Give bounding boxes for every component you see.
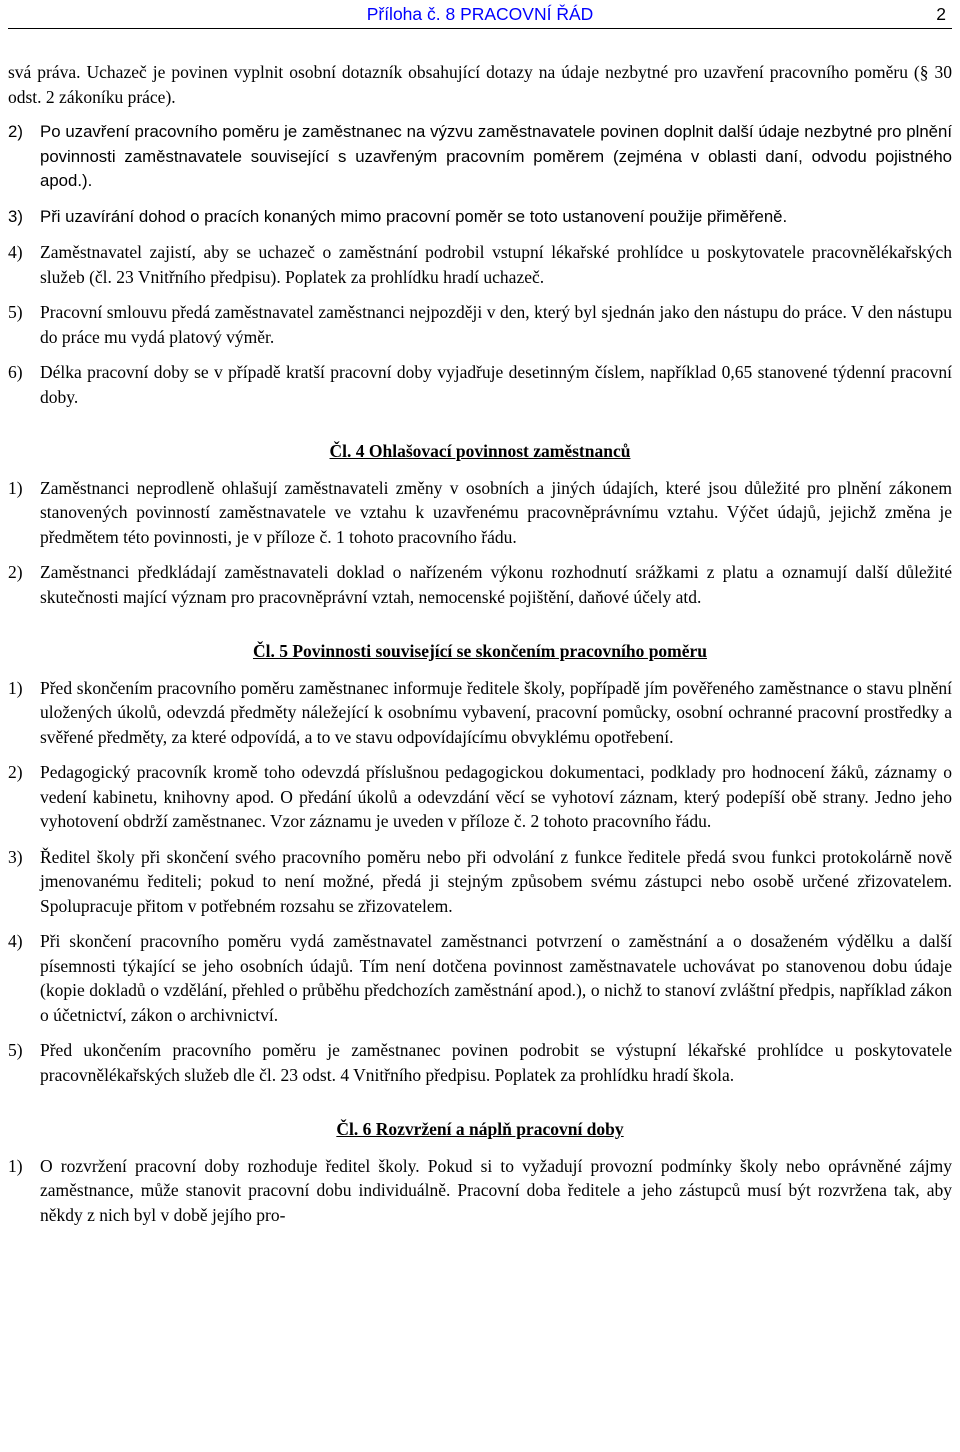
section-title: Čl. 4 Ohlašovací povinnost zaměstnanců: [329, 441, 631, 461]
list-item: [8, 760, 952, 834]
list-item: [8, 360, 952, 409]
item-number: 5): [8, 1040, 23, 1060]
item-number: 3): [8, 206, 23, 226]
section-6-list: [8, 1154, 952, 1228]
list-item: [8, 1154, 952, 1228]
item-number: 1): [8, 477, 23, 498]
item-text: Před skončením pracovního poměru zaměstnanec informuje ředitele školy, popřípadě jím pověřeného zaměstnance o stavu plnění uložených úkolů, odevzdá předměty náležející k osobnímu vybavení, pracovní pomůcky, osobní ochranné pracovní prostředky a svěřené předměty, za které odpovídá, a to ve stavu odpovídajícímu obvyklému opotřebení.: [40, 677, 952, 747]
item-number: 5): [8, 302, 23, 322]
item-number: 6): [8, 362, 23, 382]
item-number: 2): [8, 762, 23, 782]
item-text: Zaměstnavatel zajistí, aby se uchazeč o zaměstnání podrobil vstupní lékařské prohlídce u poskytovatele pracovnělékařských služeb (čl. 23 Vnitřního předpisu). Poplatek za prohlídku hradí uchazeč.: [40, 242, 952, 287]
item-text: Po uzavření pracovního poměru je zaměstnanec na výzvu zaměstnavatele povinen doplnit další údaje nezbytné pro plnění povinnosti zaměstnavatele související s uzavřeným pracovním poměrem (zejména v oblasti daní, odvodu pojistného apod.).: [40, 122, 952, 190]
item-number: 2): [8, 562, 23, 582]
header-title: Příloha č. 8 PRACOVNÍ ŘÁD: [366, 4, 594, 24]
item-number: 3): [8, 846, 23, 867]
list-item: [8, 676, 952, 750]
section-title: Čl. 6 Rozvržení a náplň pracovní doby: [336, 1119, 624, 1139]
intro-paragraph: svá práva. Uchazeč je povinen vyplnit osobní dotazník obsahující dotazy na údaje nezbytné pro uzavření pracovního poměru (§ 30 odst. 2 zákoníku práce).: [8, 62, 952, 107]
list-item: [8, 845, 952, 919]
item-text: Při skončení pracovního poměru vydá zaměstnavatel zaměstnanci potvrzení o zaměstnání a o dosaženém výdělku a další písemnosti týkající se jeho osobních údajů. Tím není dotčena povinnost zaměstnavatele uchovávat po stanovenou dobu údaje (kopie dokladů o vzdělání, přehled o průběhu předchozích zaměstnání apod.), o nichž to stanoví zvláštní předpis, například zákon o účetnictví, zákon o archivnictví.: [40, 931, 952, 1025]
item-text: Ředitel školy při skončení svého pracovního poměru nebo při odvolání z funkce ředitele předá svou funkci protokolárně nově jmenovanému řediteli; pokud to není možné, předá ji stejným způsobem svému zástupci nebo osobě určené zřizovatelem. Spolupracuje přitom v potřebném rozsahu se zřizovatelem.: [40, 846, 952, 916]
section-5-list: [8, 676, 952, 1088]
list-item: [8, 240, 952, 289]
item-number: 2): [8, 122, 23, 141]
section-title: Čl. 5 Povinnosti související se skončením pracovního poměru: [252, 641, 708, 661]
item-number: 4): [8, 242, 23, 262]
page-header: [8, 0, 952, 29]
document-body: [8, 60, 952, 1238]
item-number: 4): [8, 931, 23, 951]
item-text: Při uzavírání dohod o pracích konaných mimo pracovní poměr se toto ustanovení použije přiměřeně.: [40, 206, 788, 226]
item-text: Pedagogický pracovník kromě toho odevzdá příslušnou pedagogickou dokumentaci, podklady pro hodnocení žáků, záznamy o vedení kabinetu, knihovny apod. O předání úkolů a odevzdání věcí se vyhotoví záznam, který podepíší obě strany. Jedno jeho vyhotovení obdrží zaměstnanec. Vzor záznamu je uveden v příloze č. 2 tohoto pracovního řádu.: [40, 762, 952, 831]
item-text: Délka pracovní doby se v případě kratší pracovní doby vyjadřuje desetinným číslem, například 0,65 stanovené týdenní pracovní doby.: [40, 362, 952, 407]
item-text: Zaměstnanci neprodleně ohlašují zaměstnavateli změny v osobních a jiných údajích, které jsou důležité pro plnění zákonem stanovených povinností zaměstnavatele ve vztahu k uzavřenému pracovněprávnímu vztahu. Výčet údajů, jejichž změna je předmětem této povinnosti, je v příloze č. 1 tohoto pracovního řádu.: [40, 477, 952, 547]
section-4-list: [8, 476, 952, 610]
list-item: [8, 929, 952, 1027]
item-text: O rozvržení pracovní doby rozhoduje ředitel školy. Pokud si to vyžadují provozní podmínky školy nebo oprávněné zájmy zaměstnance, může stanovit pracovní dobu individuálně. Pracovní doba ředitele a jeho zástupců musí být rozvržena tak, aby někdy z nich byl v době jejího pro-: [40, 1155, 952, 1225]
list-item: [8, 300, 952, 349]
list-item: [8, 476, 952, 550]
list-item: [8, 1038, 952, 1087]
section-top-list: [8, 120, 952, 409]
list-item: [8, 560, 952, 609]
item-text: Pracovní smlouvu předá zaměstnavatel zaměstnanci nejpozději v den, který byl sjednán jako den nástupu do práce. V den nástupu do práce mu vydá platový výměr.: [40, 302, 952, 347]
page-number: 2: [936, 4, 946, 24]
list-item: [8, 120, 952, 194]
item-text: Zaměstnanci předkládají zaměstnavateli doklad o nařízeném výkonu rozhodnutí srážkami z platu a oznamují další důležité skutečnosti mající význam pro pracovněprávní vztah, nemocenské pojištění, daňové účely atd.: [40, 562, 952, 607]
list-item: [8, 205, 952, 230]
item-number: 1): [8, 1155, 23, 1176]
item-number: 1): [8, 677, 23, 698]
item-text: Před ukončením pracovního poměru je zaměstnanec povinen podrobit se výstupní lékařské prohlídce u poskytovatele pracovnělékařských služeb dle čl. 23 odst. 4 Vnitřního předpisu. Poplatek za prohlídku hradí škola.: [40, 1040, 952, 1085]
